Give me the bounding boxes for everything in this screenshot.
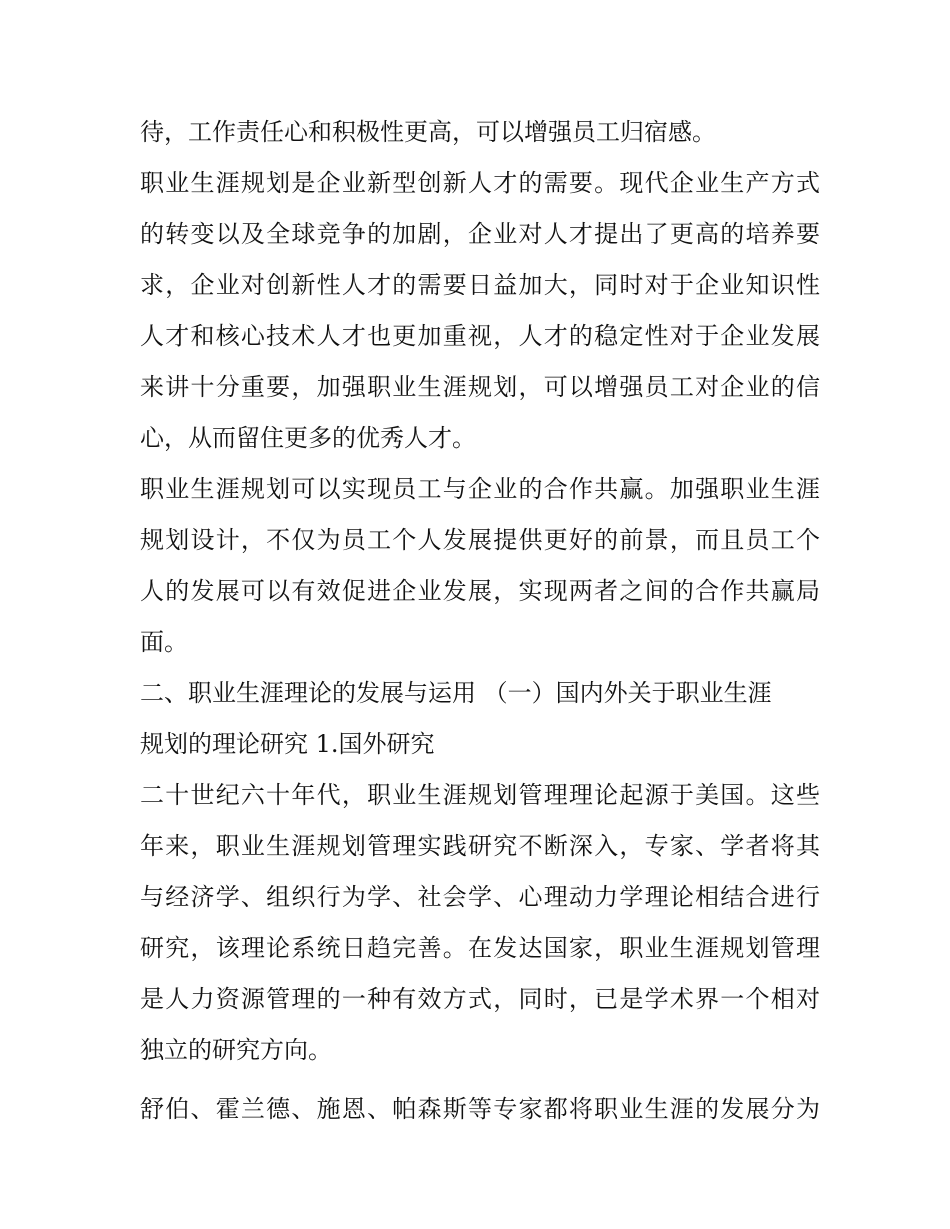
text-line: 规划设计，不仅为员工个人发展提供更好的前景，而且员工个 — [140, 526, 820, 554]
section-heading-line: 二、职业生涯理论的发展与运用 （一）国内外关于职业生涯 — [140, 679, 772, 707]
text-line: 是人力资源管理的一种有效方式，同时，已是学术界一个相对 — [140, 985, 820, 1013]
text-line: 研究，该理论系统日趋完善。在发达国家，职业生涯规划管理 — [140, 934, 820, 962]
text-line: 年来，职业生涯规划管理实践研究不断深入，专家、学者将其 — [140, 832, 820, 860]
text-line: 人的发展可以有效促进企业发展，实现两者之间的合作共赢局 — [140, 577, 820, 605]
body-text — [140, 107, 820, 1135]
text-line: 的转变以及全球竞争的加剧，企业对人才提出了更高的培养要 — [140, 220, 820, 248]
text-line: 心，从而留住更多的优秀人才。 — [140, 424, 476, 452]
text-line: 与经济学、组织行为学、社会学、心理动力学理论相结合进行 — [140, 883, 820, 911]
text-line: 职业生涯规划是企业新型创新人才的需要。现代企业生产方式 — [140, 169, 820, 197]
text-line: 求，企业对创新性人才的需要日益加大，同时对于企业知识性 — [140, 271, 820, 299]
text-line: 独立的研究方向。 — [140, 1036, 332, 1064]
text-line: 二十世纪六十年代，职业生涯规划管理理论起源于美国。这些 — [140, 781, 820, 809]
text-line: 来讲十分重要，加强职业生涯规划，可以增强员工对企业的信 — [140, 373, 820, 401]
text-line: 待，工作责任心和积极性更高，可以增强员工归宿感。 — [140, 118, 716, 146]
text-line: 职业生涯规划可以实现员工与企业的合作共赢。加强职业生涯 — [140, 475, 820, 503]
text-line: 舒伯、霍兰德、施恩、帕森斯等专家都将职业生涯的发展分为 — [140, 1095, 820, 1123]
text-line: 人才和核心技术人才也更加重视，人才的稳定性对于企业发展 — [140, 322, 820, 350]
text-line: 面。 — [140, 628, 188, 656]
section-heading-line: 规划的理论研究 1.国外研究 — [140, 730, 435, 758]
